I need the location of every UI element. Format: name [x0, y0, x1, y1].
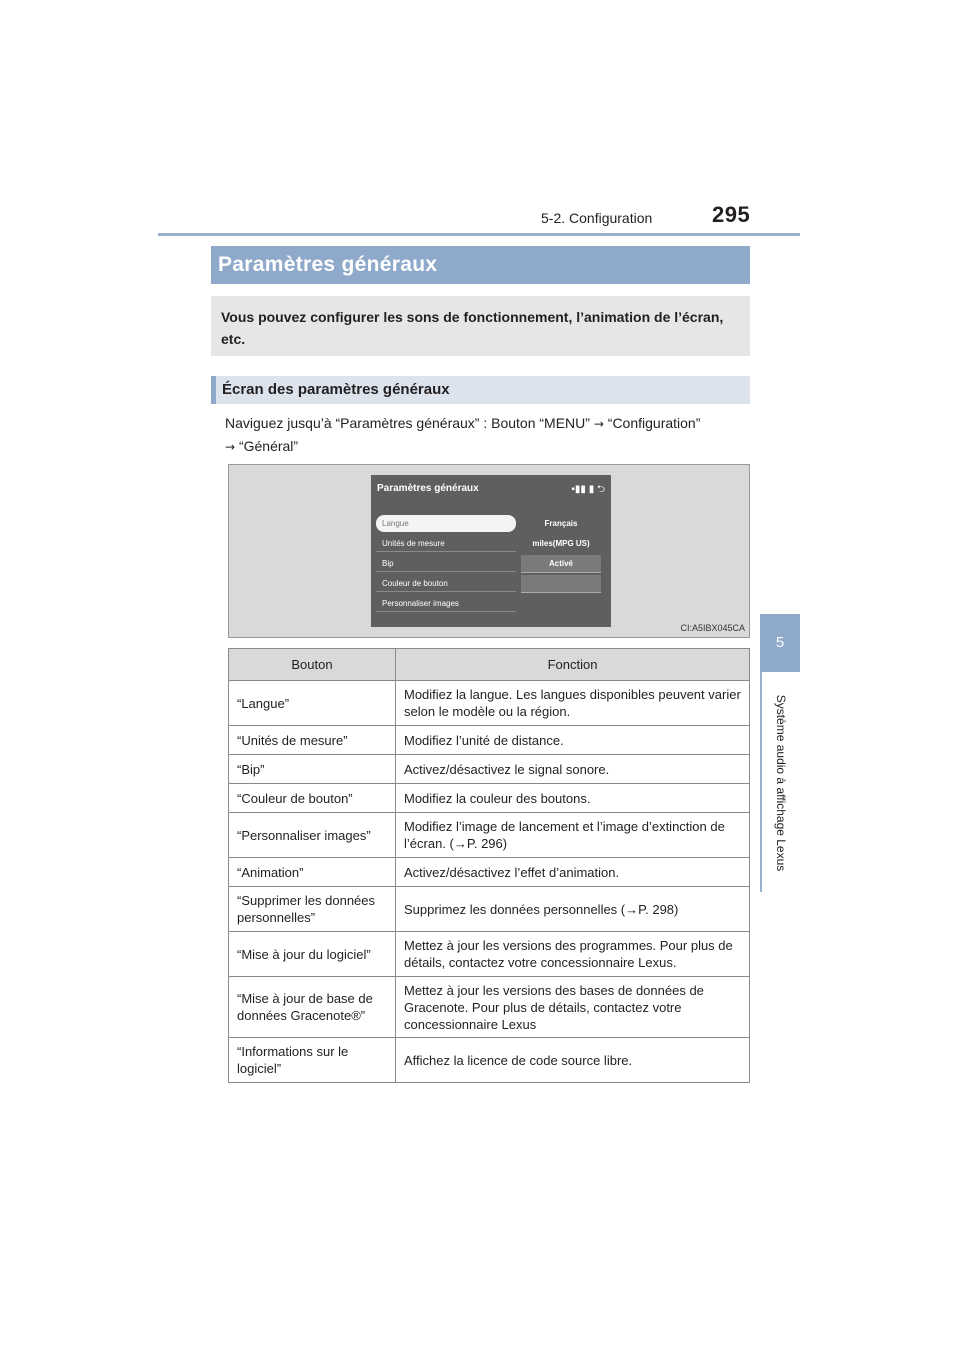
screen-row-couleur[interactable]: Couleur de bouton: [376, 575, 516, 592]
table-row: [229, 681, 750, 726]
row-button: “Informations sur le logiciel”: [229, 1038, 396, 1083]
row-function: Activez/désactivez le signal sonore.: [396, 755, 750, 784]
screen-row-bip[interactable]: Bip: [376, 555, 516, 572]
screen-row-images[interactable]: Personnaliser images: [376, 595, 516, 612]
chapter-label: [770, 678, 792, 888]
column-header-bouton: Bouton: [229, 649, 396, 681]
row-function: Modifiez l’image de lancement et l’image d’extinction de l’écran. (→P. 296): [396, 813, 750, 858]
table-row: [229, 858, 750, 887]
row-function: Modifiez la langue. Les langues disponibles peuvent varier selon le modèle ou la région.: [396, 681, 750, 726]
screen-value-couleur: [521, 575, 601, 593]
nav-step-configuration: “Configuration”: [607, 415, 701, 431]
table-row: [229, 1038, 750, 1083]
page-number: 295: [712, 202, 751, 227]
chapter-tab: 5: [760, 614, 800, 672]
arrow-icon: →: [593, 417, 604, 431]
row-button: “Animation”: [229, 858, 396, 887]
table-header-row: [229, 649, 750, 681]
screen-value-langue: Français: [544, 519, 578, 528]
row-button: “Couleur de bouton”: [229, 784, 396, 813]
subsection-title: Écran des paramètres généraux: [211, 376, 750, 404]
row-button: “Personnaliser images”: [229, 813, 396, 858]
screenshot-figure: [228, 464, 750, 638]
table-row: [229, 932, 750, 977]
row-function: Activez/désactivez l’effet d’animation.: [396, 858, 750, 887]
arrow-icon: →: [225, 440, 236, 454]
nav-step-general: “Général”: [238, 438, 299, 454]
column-header-fonction: Fonction: [396, 649, 750, 681]
screen-value-bip: Activé: [521, 555, 601, 573]
screen-row-langue[interactable]: Langue: [376, 515, 516, 532]
row-button: “Mise à jour de base de données Gracenote®”: [229, 977, 396, 1038]
screen-row-unites[interactable]: Unités de mesure: [376, 535, 516, 552]
row-button: “Bip”: [229, 755, 396, 784]
row-function: Mettez à jour les versions des programmes. Pour plus de détails, contactez votre concessionnaire Lexus.: [396, 932, 750, 977]
row-button: “Supprimer les données personnelles”: [229, 887, 396, 932]
row-function: Modifiez l’unité de distance.: [396, 726, 750, 755]
chapter-label-text: Système audio à affichage Lexus: [774, 694, 788, 872]
page-title: Paramètres généraux: [211, 246, 750, 284]
table-row: [229, 726, 750, 755]
row-button: “Langue”: [229, 681, 396, 726]
table-row: [229, 784, 750, 813]
table-row: [229, 755, 750, 784]
settings-table: [228, 648, 750, 1083]
screen-title: Paramètres généraux: [377, 483, 479, 494]
table-row: [229, 887, 750, 932]
intro-text: Vous pouvez configurer les sons de fonctionnement, l’animation de l’écran, etc.: [211, 296, 750, 356]
screen-value-unites: miles(MPG US): [532, 539, 590, 548]
row-button: “Unités de mesure”: [229, 726, 396, 755]
settings-screen: [371, 475, 611, 627]
row-function: Affichez la licence de code source libre.: [396, 1038, 750, 1083]
figure-code: CI:A5IBX045CA: [680, 623, 745, 633]
table-row: [229, 813, 750, 858]
navigation-instructions: [225, 412, 747, 458]
table-row: [229, 977, 750, 1038]
nav-prefix: Naviguez jusqu’à “Paramètres généraux” : Bouton “MENU”: [225, 415, 590, 431]
header-rule: [158, 233, 800, 236]
row-function: Supprimez les données personnelles (→P. 298): [396, 887, 750, 932]
row-function: Modifiez la couleur des boutons.: [396, 784, 750, 813]
row-function: Mettez à jour les versions des bases de données de Gracenote. Pour plus de détails, contactez votre concessionnaire Lexus: [396, 977, 750, 1038]
status-icons: ▪▮▮ ▮ ⮌: [571, 484, 605, 495]
section-header: 5-2. Configuration: [541, 210, 653, 226]
chapter-tab-line: [760, 672, 762, 892]
row-button: “Mise à jour du logiciel”: [229, 932, 396, 977]
